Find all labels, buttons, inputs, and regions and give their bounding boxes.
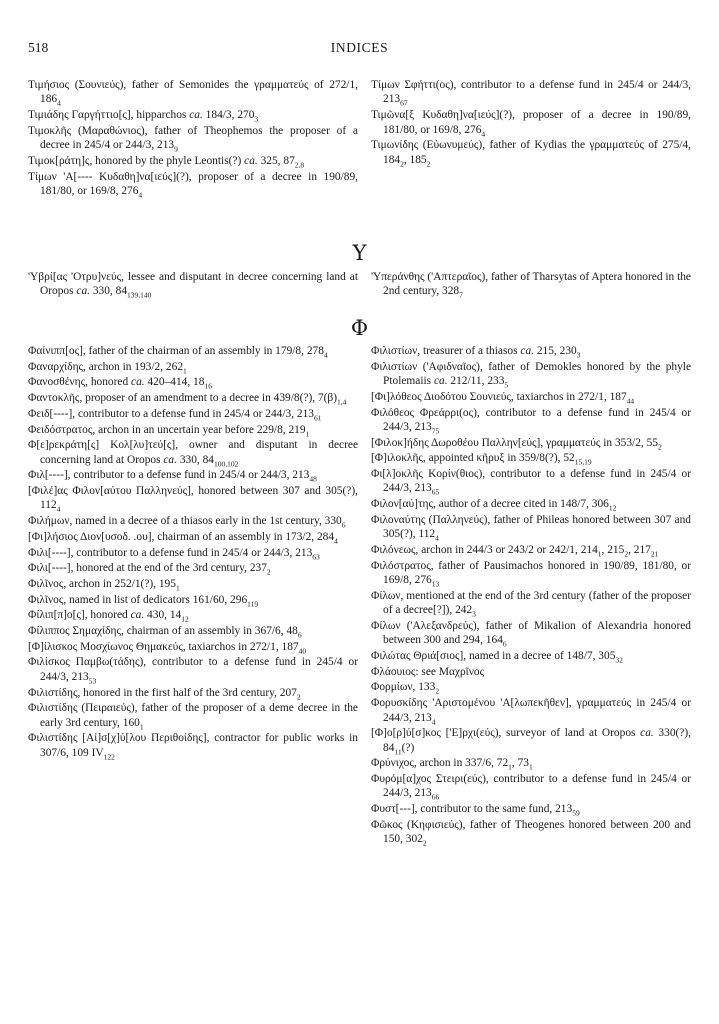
index-entry: Φυρόμ[α]χος Στειρι(εύς), contributor to a defense fund in 245/4 or 244/3, $213_{66}$ — [371, 773, 691, 802]
section-upsilon — [28, 270, 691, 310]
index-entry: Φυστ[---], contributor to the same fund, $213_{59}$ — [371, 803, 580, 818]
index-entry: Τιμήσιος (Σουνιεύς), father of Semonides the γραμματεύς of 272/1, $186_4$ — [28, 79, 358, 108]
index-entry: Φιλόνεως, archon in 244/3 or 243/2 or 242/1, $214_1$, $215_2$, $217_{21}$ — [371, 543, 659, 559]
upsilon-left-column — [28, 270, 358, 300]
index-entry: Φιλίσκος Παμβω(τάδης), contributor to a defense fund in 245/4 or 244/3, $213_{53}$ — [28, 656, 358, 686]
section-letter-upsilon: Υ — [352, 241, 367, 265]
index-entry: Φιλον[αύ]της, author of a decree cited in 148/7, $306_{12}$ — [371, 498, 617, 513]
index-entry: Φιλι[----], contributor to a defense fund in 245/4 or 244/3, $213_{63}$ — [28, 546, 320, 561]
index-entry: Φίλων, mentioned at the end of the 3rd century (father of the proposer of a decree[?]), $242_3$ — [371, 589, 691, 619]
index-entry: Τιμῶνα[ξ Κυδαθη]να[ιεύς](?), proposer of a decree in 190/89, 181/80, or 169/8, $276_4$ — [371, 109, 691, 138]
index-entry: Τιμιάδης Γαργήττιο[ς], hipparchos ca. 184/3, $270_3$ — [28, 109, 259, 124]
index-entry: Φιλιστίδης (Πειραιεύς), father of the proposer of a deme decree in the early 3rd century, $160_1$ — [28, 702, 358, 731]
phi-right-column — [371, 344, 691, 848]
index-entry: Φιλιστίων, treasurer of a thiasos ca. 215, $230_3$ — [371, 345, 581, 360]
phi-left-column — [28, 344, 358, 762]
index-entry: Φαναρχίδης, archon in 193/2, $262_1$ — [28, 360, 187, 375]
index-entry: [Φ]ιλοκλῆς, appointed κῆρυξ in 359/8(?), $52_{15,19}$ — [371, 452, 592, 467]
index-entry: Φιλιστίδης, honored in the first half of the 3rd century, $207_2$ — [28, 686, 301, 701]
section-letter-phi: Φ — [350, 316, 369, 340]
index-entry: Φ[ε]ρεκράτη[ς] Κολ[λυ]τεύ[ς], owner and disputant in decree concerning land at Oropos ca. 330, $84_{100,102}$ — [28, 439, 358, 468]
index-entry: Φλάουιος: see Μαχρῖνος — [371, 665, 485, 678]
index-entry: Φιλῖνος, archon in 252/1(?), $195_1$ — [28, 577, 180, 593]
index-entry: Φρύνιχος, archon in 337/6, $72_1$, $73_1$ — [371, 757, 533, 772]
index-entry: Τιμοκλῆς (Μαραθώνιος), father of Theophemos the proposer of a decree in 245/4 or 244/3, $213_9$ — [28, 124, 358, 154]
index-entry: 'Υπεράνθης ('Απτεραῖος), father of Tharsytas of Aptera honored in the 2nd century, $328_7$ — [371, 271, 691, 300]
index-entry: Φίλιπ[π]ο[ς], honored ca. 430, $14_{12}$ — [28, 609, 189, 624]
index-entry: [Φιλοκ]ήδης Δωροθέου Παλλην[εύς], γραμματεύς in 353/2, $55_2$ — [371, 436, 662, 451]
index-entry: Φίλων ('Αλεξανδρεύς), father of Mikalion of Alexandria honored between 300 and 294, $164_6$ — [371, 619, 691, 649]
index-entry: Φῶκος (Κηφισιεύς), father of Theogenes honored between 200 and 150, $302_2$ — [371, 818, 691, 848]
index-entry: Τιμοκ[ράτη]ς, honored by the phyle Leontis(?) ca. 325, $87_{2,8}$ — [28, 154, 305, 170]
section-tau — [28, 78, 691, 228]
index-entry: Φιλ[----], contributor to a defense fund in 245/4 or 244/3, $213_{48}$ — [28, 469, 317, 484]
index-entry: Φιλόστρατος, father of Pausimachos honored in 190/89, 181/80, or 169/8, $276_{13}$ — [371, 559, 691, 589]
page-number: 518 — [28, 40, 49, 55]
index-entry: Φι[λ]οκλῆς Κορίν(θιος), contributor to a defense fund in 245/4 or 244/3, $213_{65}$ — [371, 468, 691, 497]
index-entry: [Φ]ο[ρ]ύ[σ]κος ['Ε]ρχι(εύς), surveyor of land at Oropos ca. 330(?), $84_{11}(?)$ — [371, 727, 691, 756]
index-entry: Φίλιππος Σημαχίδης, chairman of an assembly in 367/6, $48_6$ — [28, 625, 302, 640]
index-entry: Φανοσθένης, honored ca. 420–414, $18_{16}$ — [28, 376, 212, 391]
index-entry: Φιλήμων, named in a decree of a thiasos early in the 1st century, $330_6$ — [28, 515, 346, 530]
page-header — [28, 40, 691, 60]
tau-right-column — [371, 78, 691, 168]
upsilon-right-column — [371, 270, 691, 300]
index-entry: Φιλι[----], honored at the end of the 3rd century, $237_2$ — [28, 562, 271, 577]
index-entry: 'Υβρί[ας 'Οτρυ]νεύς, lessee and disputant in decree concerning land at Oropos ca. 330, $84_{139,140}$ — [28, 271, 358, 300]
index-entry: Φαντοκλῆς, proposer of an amendment to a decree in 439/8(?), $7(\beta)_{1,4}$ — [28, 392, 347, 407]
tau-left-column — [28, 78, 358, 200]
index-entry: Τίμων 'Α[---- Κυδαθη]να[ιεύς](?), proposer of a decree in 190/89, 181/80, or 169/8, $276_4$ — [28, 170, 358, 200]
index-entry: Φειδ[----], contributor to a defense fund in 245/4 or 244/3, $213_{61}$ — [28, 407, 322, 423]
index-entry: [Φ]ίλισκος Μοσχίωνος Θημακεύς, taxiarchos in 272/1, $187_{40}$ — [28, 640, 307, 656]
index-entry: Φειδόστρατος, archon in an uncertain year before 229/8, $219_1$ — [28, 423, 310, 438]
index-entry: Φιλόθεος Φρεάρρι(ος), contributor to a defense fund in 245/4 or 244/3, $213_{75}$ — [371, 406, 691, 436]
running-head: INDICES — [330, 40, 389, 55]
index-entry: Τιμωνίδης (Εὐωνυμεύς), father of Kydias the γραμματεύς of 275/4, $184_2$, $185_2$ — [371, 139, 691, 168]
index-entry: Φιλοναύτης (Παλληνεύς), father of Phileas honored between 307 and 305(?), $112_4$ — [371, 513, 691, 543]
index-entry: Φιλῖνος, named in list of dedicators 161/60, $296_{119}$ — [28, 593, 259, 608]
index-entry: Φιλιστίδης [Αἰ]σ[χ]ύ[λου Περιθοίδης], contractor for public works in 307/6, 109 $IV_{122}$ — [28, 732, 358, 762]
section-phi — [28, 344, 691, 974]
index-entry: [Φιλέ]ας Φιλον[αύτου Παλληνεύς], honored between 307 and 305(?), $112_4$ — [28, 485, 358, 514]
index-entry: Φαίνιππ[ος], father of the chairman of an assembly in 179/8, $278_4$ — [28, 345, 328, 360]
index-entry: [Φι]λήσιος Διον[υσοδ. .ου], chairman of an assembly in 173/2, $284_4$ — [28, 530, 338, 546]
index-entry: Φιλιστίων ('Αφιδναῖος), father of Demokles honored by the phyle Ptolemaiis ca. 212/11, $233_5$ — [371, 360, 691, 390]
index-entry: Φορυσκίδης 'Αριστομένου 'Α[λωπεκῆθεν], γραμματεύς in 245/4 or 244/3, $213_4$ — [371, 697, 691, 726]
index-entry: [Φι]λόθεος Διοδότου Σουνιεύς, taxiarchos in 272/1, $187_{44}$ — [371, 390, 635, 406]
index-entry: Τίμων Σφήττι(ος), contributor to a defense fund in 245/4 or 244/3, $213_{67}$ — [371, 79, 691, 108]
index-entry: Φιλώτας Θριά[σιος], named in a decree of 148/7, $305_{32}$ — [371, 649, 623, 665]
index-entry: Φορμίων, $133_2$ — [371, 681, 440, 696]
